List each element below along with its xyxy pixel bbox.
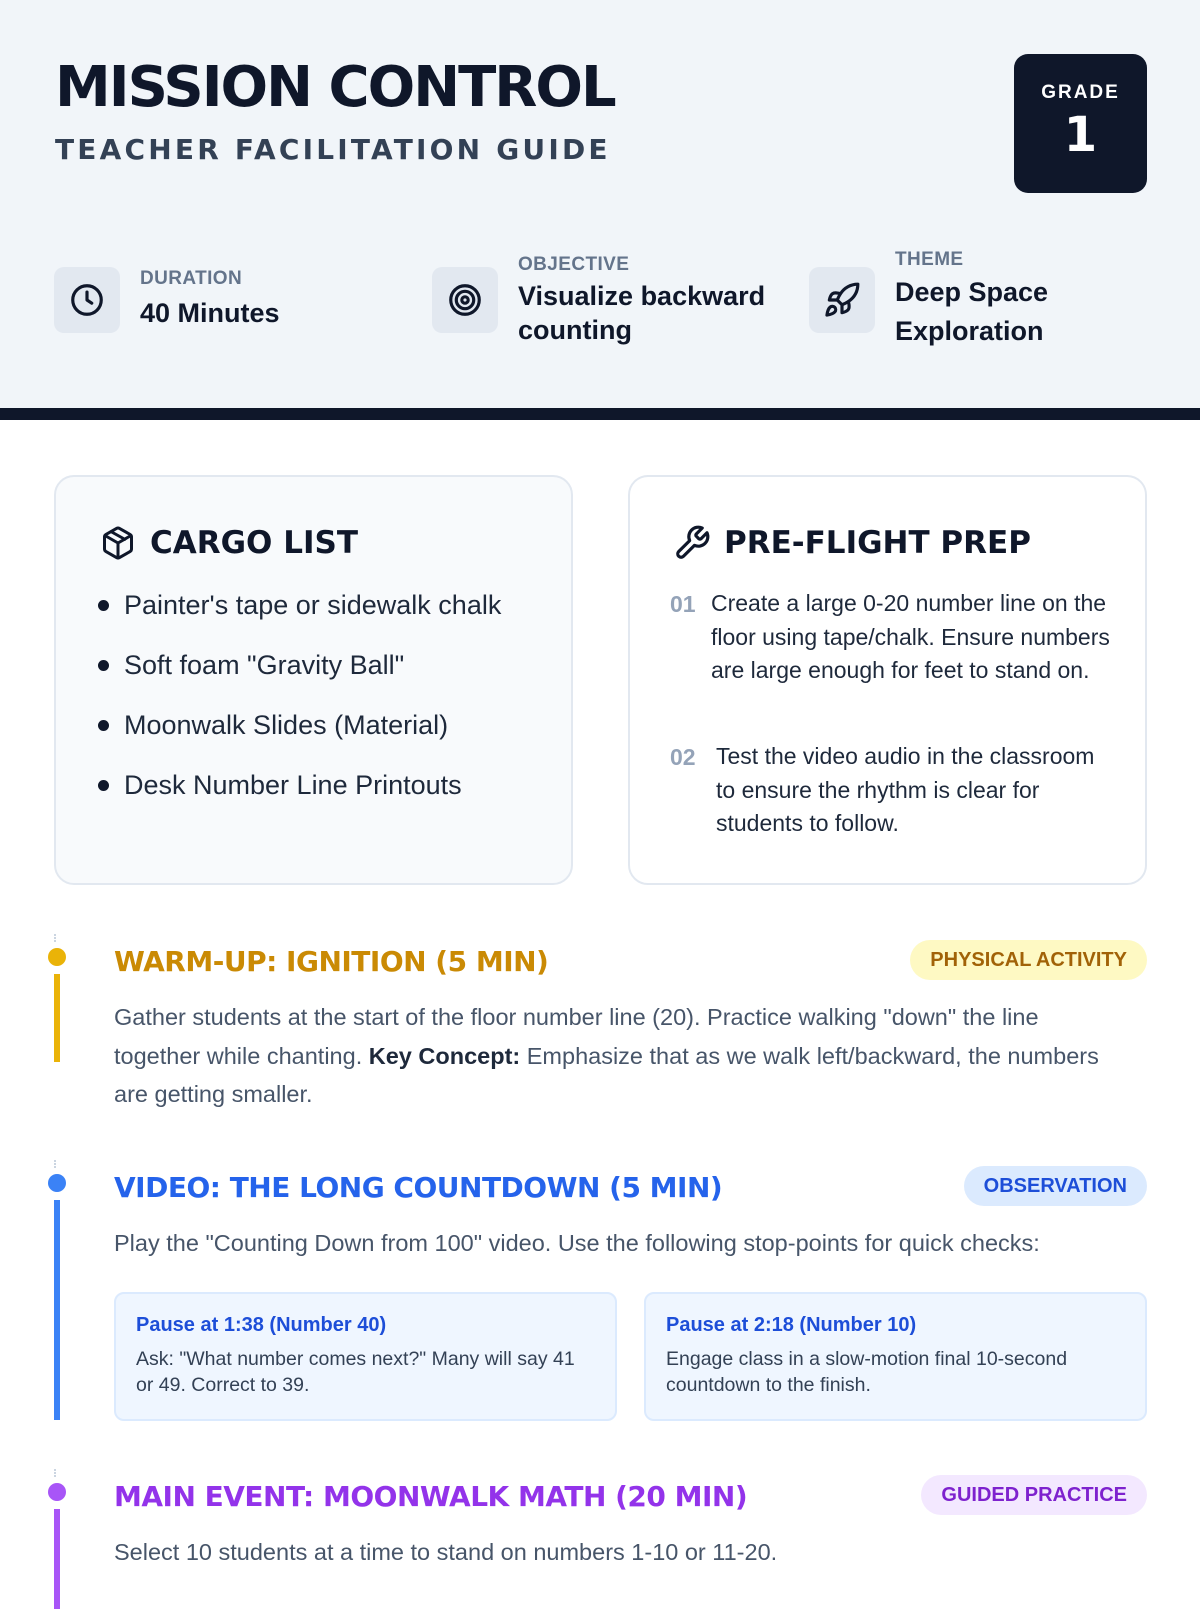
rocket-icon	[809, 267, 875, 333]
pause-text: Ask: "What number comes next?" Many will say 41 or 49. Correct to 39.	[136, 1348, 575, 1396]
list-item	[96, 587, 501, 647]
cargo-list-title: CARGO LIST	[150, 525, 358, 561]
timeline-line	[54, 974, 60, 1062]
section-title: VIDEO: THE LONG COUNTDOWN (5 MIN)	[114, 1171, 723, 1204]
section-body: Play the "Counting Down from 100" video. Use the following stop-points for quick checks:	[114, 1230, 1040, 1256]
section-main-event	[54, 1480, 1147, 1600]
section-title: WARM-UP: IGNITION (5 MIN)	[114, 945, 549, 978]
meta-label: THEME	[895, 249, 964, 270]
section-badge: OBSERVATION	[964, 1166, 1147, 1206]
list-item	[96, 647, 501, 707]
timeline-dot	[48, 1174, 66, 1192]
prep-step-text: Create a large 0-20 number line on the floor using tape/chalk. Ensure numbers are large enough for feet to stand on.	[711, 590, 1110, 683]
timeline-line	[54, 1509, 60, 1609]
section-body: Select 10 students at a time to stand on numbers 1-10 or 11-20.	[114, 1539, 778, 1565]
wrench-icon	[672, 523, 712, 563]
list-item-text: Desk Number Line Printouts	[124, 770, 462, 800]
pause-text: Engage class in a slow-motion final 10-second countdown to the finish.	[666, 1348, 1068, 1396]
cargo-list	[96, 587, 501, 827]
meta-label: DURATION	[140, 268, 243, 289]
list-item-text: Soft foam "Gravity Ball"	[124, 650, 405, 680]
pause-card	[644, 1292, 1147, 1421]
section-warmup	[54, 945, 1147, 1118]
grade-badge	[1014, 54, 1147, 193]
timeline-dot	[48, 1483, 66, 1501]
prep-step	[670, 587, 1110, 688]
cargo-list-card	[54, 475, 573, 885]
prep-step-text: Test the video audio in the classroom to ensure the rhythm is clear for students to follow.	[716, 743, 1095, 836]
section-body: Gather students at the start of the floor number line (20). Practice walking "down" the line together while chanting. Key Concept: Emphasize that as we walk left/backward, the numbers are getting smaller.	[114, 1004, 1099, 1107]
pause-title: Pause at 1:38 (Number 40)	[136, 1314, 387, 1336]
pause-card	[114, 1292, 617, 1421]
meta-label: OBJECTIVE	[518, 254, 630, 275]
target-icon	[432, 267, 498, 333]
pre-flight-prep-card	[628, 475, 1147, 885]
prep-step-number: 01	[670, 591, 696, 617]
pre-flight-prep-title: PRE-FLIGHT PREP	[724, 525, 1031, 561]
prep-step-number: 02	[670, 744, 696, 770]
page-subtitle: TEACHER FACILITATION GUIDE	[55, 133, 611, 166]
meta-value: 40 Minutes	[140, 298, 280, 328]
section-badge: GUIDED PRACTICE	[921, 1475, 1147, 1515]
timeline-dot	[48, 948, 66, 966]
list-item-text: Moonwalk Slides (Material)	[124, 710, 449, 740]
prep-step	[670, 740, 1110, 841]
page-title: MISSION CONTROL	[55, 55, 615, 120]
meta-value: Visualize backward counting	[518, 281, 766, 345]
grade-label: GRADE	[1041, 82, 1120, 103]
list-item-text: Painter's tape or sidewalk chalk	[124, 590, 502, 620]
timeline-line	[54, 1200, 60, 1420]
grade-value: 1	[1063, 107, 1098, 163]
box-icon	[98, 523, 138, 563]
meta-theme	[809, 248, 1149, 358]
clock-icon	[54, 267, 120, 333]
meta-duration	[54, 248, 394, 358]
section-badge: PHYSICAL ACTIVITY	[910, 940, 1147, 980]
header-divider	[0, 408, 1200, 420]
section-title: MAIN EVENT: MOONWALK MATH (20 MIN)	[114, 1480, 748, 1513]
list-item	[96, 767, 501, 827]
pause-title: Pause at 2:18 (Number 10)	[666, 1314, 917, 1336]
key-concept-label: Key Concept:	[368, 1042, 521, 1069]
meta-value: Deep Space Exploration	[895, 277, 1049, 346]
list-item	[96, 707, 501, 767]
meta-objective	[432, 248, 792, 358]
